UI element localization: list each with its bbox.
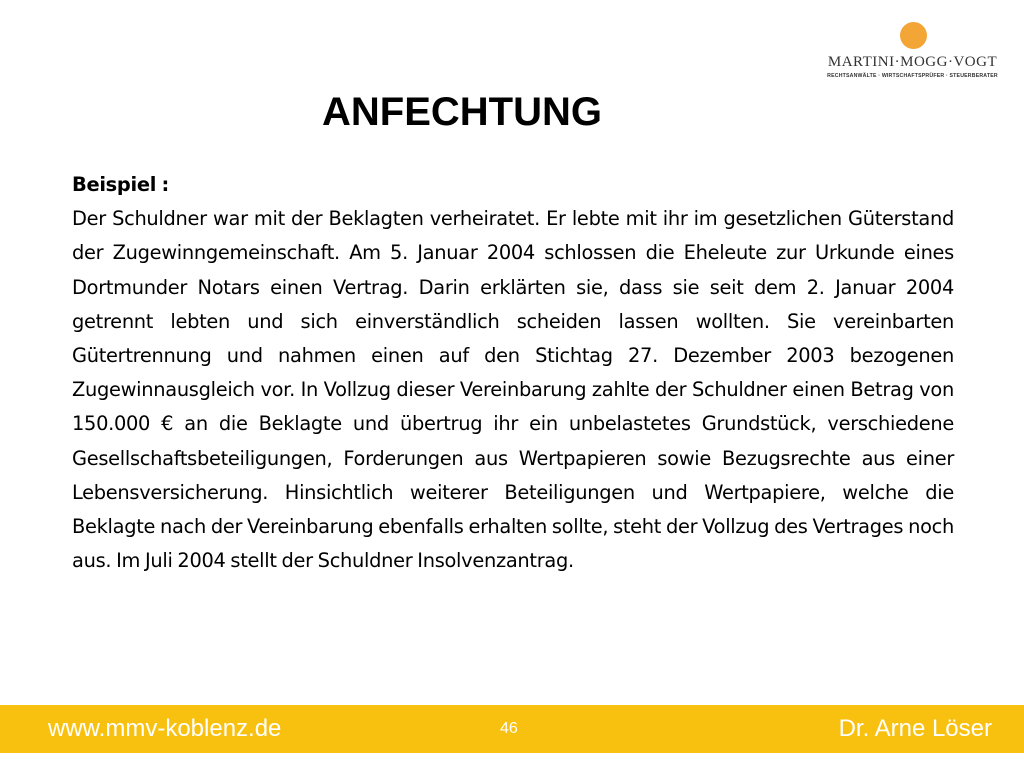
logo-name: MARTINI·MOGG·VOGT (827, 54, 998, 70)
footer-website-link[interactable]: www.mmv-koblenz.de (48, 715, 282, 742)
logo-subtitle: RECHTSANWÄLTE · WIRTSCHAFTSPRÜFER · STEUERBERATER (827, 73, 998, 79)
bottom-strip (0, 753, 1024, 768)
company-logo (820, 22, 1005, 82)
page-number: 46 (500, 720, 518, 737)
sun-icon (900, 22, 927, 49)
slide-title: ANFECHTUNG (322, 90, 602, 134)
slide-content (72, 168, 954, 578)
footer-bar (0, 705, 1024, 753)
footer-author: Dr. Arne Löser (838, 715, 992, 742)
example-heading: Beispiel : (72, 173, 169, 196)
example-paragraph: Der Schuldner war mit der Beklagten verheiratet. Er lebte mit ihr im gesetzlichen Güterstand der Zugewinngemeinschaft. Am 5. Januar 2004 schlossen die Eheleute zur Urkunde eines Dortmunder Notars einen Vertrag. Darin erklärten sie, dass sie seit dem 2. Januar 2004 getrennt lebten und sich einverständlich scheiden lassen wollten. Sie vereinbarten Gütertrennung und nahmen einen auf den Stichtag 27. Dezember 2003 bezogenen Zugewinnausgleich vor. In Vollzug dieser Vereinbarung zahlte der Schuldner einen Betrag von 150.000 € an die Beklagte und übertrug ihr ein unbelastetes Grundstück, verschiedene Gesellschaftsbeteiligungen, Forderungen aus Wertpapieren sowie Bezugsrechte aus einer Lebensversicherung. Hinsichtlich weiterer Beteiligungen und Wertpapiere, welche die Beklagte nach der Vereinbarung ebenfalls erhalten sollte, steht der Vollzug des Vertrages noch aus. Im Juli 2004 stellt der Schuldner Insolvenzantrag. (72, 207, 954, 573)
